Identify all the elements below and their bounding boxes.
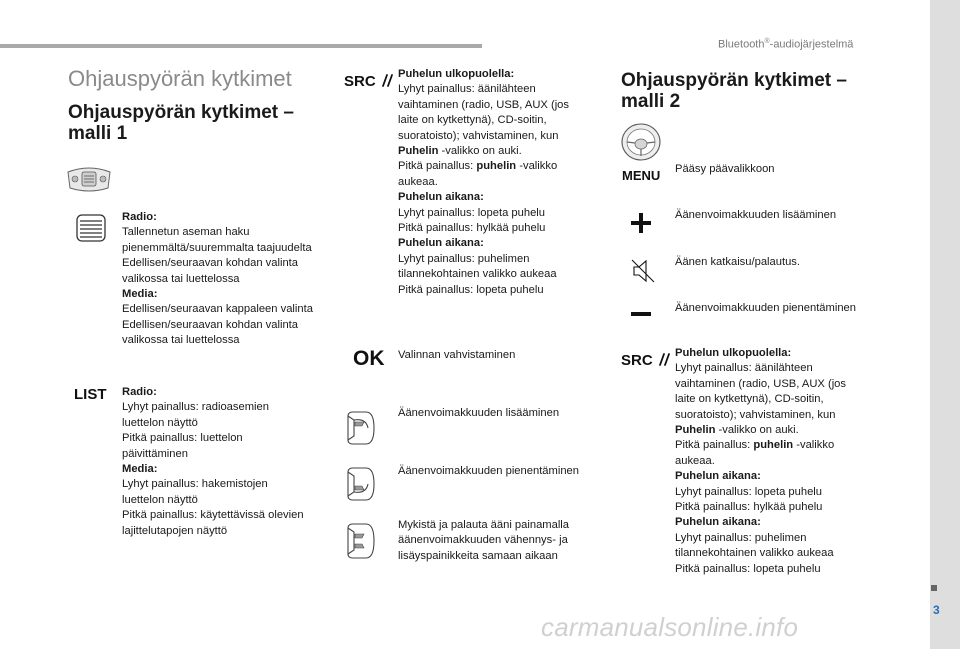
thumbwheel-icon	[76, 214, 106, 242]
page-number: 3	[933, 603, 940, 617]
model2-menu-text: Pääsy päävalikkoon	[675, 163, 775, 175]
model1-radio-media-text: Radio: Tallennetun aseman haku pienemmältä/suuremmalta taajuudelta Edellisen/seuraavan kohdan valinta valikossa tai luettelossa Media: Edellisen/seuraavan kappaleen valinta Edellisen/seuraavan kohdan valinta valikossa tai luettelossa	[122, 211, 313, 347]
phone-icon	[657, 351, 673, 367]
model2-src-text: Puhelun ulkopuolella: Lyhyt painallus: äänilähteen vaihtaminen (radio, USB, AUX (jos laite on kytkettynä), CD-soitin, suoratoisto); vahvistaminen, kun Puhelin -valikko on auki. Pitkä painallus: puhelin -valikko aukeaa. Puhelun aikana: Lyhyt painallus: lopeta puhelu Pitkä painallus: hylkää puhelu Puhelun aikana: Lyhyt painallus: puhelimen tilannekohtainen valikko aukeaa Pitkä painallus: lopeta puhelu	[675, 347, 846, 575]
model2-minus-text: Äänenvoimakkuuden pienentäminen	[675, 302, 856, 314]
header-rule	[0, 44, 482, 48]
minus-icon	[630, 310, 652, 318]
volume-down-rocker-icon	[344, 466, 376, 502]
model1-list-text: Radio: Lyhyt painallus: radioasemien luettelon näyttö Pitkä painallus: luettelon päivittäminen Media: Lyhyt painallus: hakemistojen luettelon näyttö Pitkä painallus: käytettävissä olevien lajittelutapojen näyttö	[122, 386, 304, 537]
ok-button-icon: OK	[353, 347, 385, 370]
section-title: Ohjauspyörän kytkimet	[68, 66, 292, 91]
middle-mute-text: Mykistä ja palauta ääni painamalla äänenvoimakkuuden vähennys- ja lisäyspainikkeita samaan aikaan	[398, 519, 570, 562]
middle-vol-down-text: Äänenvoimakkuuden pienentäminen	[398, 465, 579, 477]
page-marker	[931, 585, 937, 591]
phone-icon	[380, 72, 396, 88]
list-button-icon: LIST	[74, 386, 107, 403]
page-side-tab	[930, 0, 960, 649]
volume-up-rocker-icon	[344, 410, 376, 446]
src-phone-icon: SRC	[344, 72, 396, 90]
chapter-title: Bluetooth®-audiojärjestelmä	[718, 38, 854, 51]
src-phone-icon-model2: SRC	[621, 351, 673, 369]
middle-vol-up-text: Äänenvoimakkuuden lisääminen	[398, 407, 560, 419]
model2-plus-text: Äänenvoimakkuuden lisääminen	[675, 209, 837, 221]
watermark: carmanualsonline.info	[541, 612, 799, 642]
steering-switch-model1-icon	[66, 166, 112, 192]
middle-src-text: Puhelun ulkopuolella: Lyhyt painallus: äänilähteen vaihtaminen (radio, USB, AUX (jos laite on kytkettynä), CD-soitin, suoratoisto); vahvistaminen, kun Puhelin -valikko on auki. Pitkä painallus: puhelin -valikko aukeaa. Puhelun aikana: Lyhyt painallus: lopeta puhelu Pitkä painallus: hylkää puhelu Puhelun aikana: Lyhyt painallus: puhelimen tilannekohtainen valikko aukeaa Pitkä painallus: lopeta puhelu	[398, 68, 569, 296]
model2-mute-text: Äänen katkaisu/palautus.	[675, 256, 801, 268]
menu-button-icon: MENU	[622, 168, 661, 183]
mute-speaker-icon	[630, 258, 656, 284]
model1-heading: Ohjauspyörän kytkimet – malli 1	[68, 102, 294, 144]
steering-wheel-model2-icon	[620, 122, 662, 162]
mute-rocker-icon	[344, 522, 376, 560]
model2-heading: Ohjauspyörän kytkimet – malli 2	[621, 70, 847, 112]
plus-icon	[630, 212, 652, 234]
middle-ok-text: Valinnan vahvistaminen	[398, 349, 516, 361]
